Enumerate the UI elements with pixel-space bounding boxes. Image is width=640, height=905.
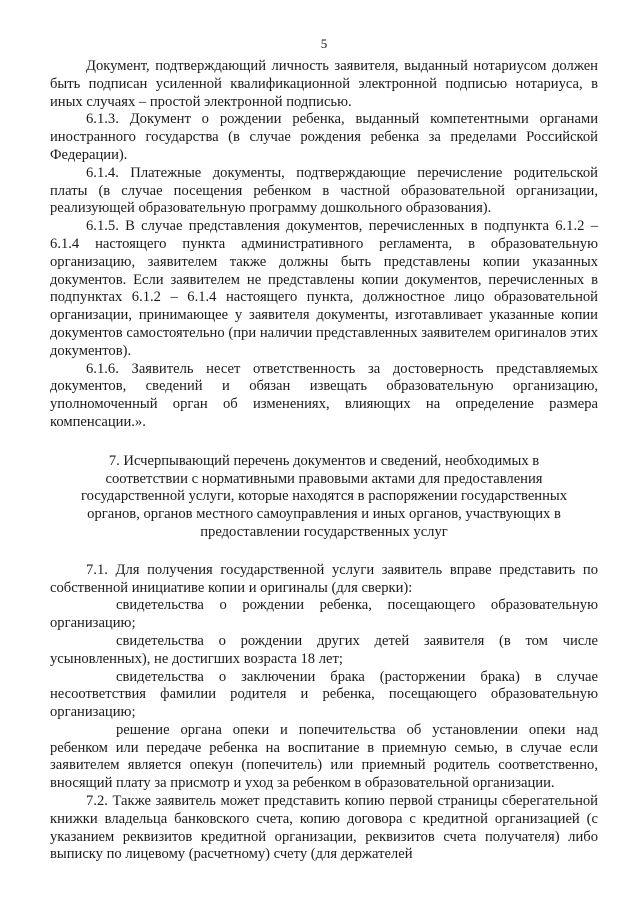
paragraph-6-1-6: 6.1.6. Заявитель несет ответственность за достоверность представляемых документов, сведений и обязан извещать образовательную организацию, уполномоченный орган об изменениях, влияющих на определение размера компенсации.».	[50, 360, 598, 430]
paragraph-6-1-5: 6.1.5. В случае представления документов, перечисленных в подпункта 6.1.2 – 6.1.4 настоящего пункта административного регламента, в образовательную организацию, заявителем также должны быть представлены копии указанных документов. Если заявителем не представлены копии документов, перечисленных в подпунктах 6.1.2 – 6.1.4 настоящего пункта, должностное лицо образовательной организации, принимающее у заявителя документы, изготавливает указанные копии документов самостоятельно (при наличии представленных заявителем оригиналов этих документов).	[50, 218, 598, 359]
list-item-marriage-certificate: свидетельства о заключении брака (расторжении брака) в случае несоответствия фамилии родителя и ребенка, посещающего образовательную организацию;	[50, 668, 598, 721]
page-number: 5	[320, 36, 328, 51]
list-item-guardianship-decision: решение органа опеки и попечительства об установлении опеки над ребенком или передаче ребенка на воспитание в приемную семью, в случае если заявителем является опекун (попечитель) или приемный родитель соответственно, вносящий плату за присмотр и уход за ребенком в образовательной организации.	[50, 721, 598, 792]
paragraph-6-1-3: 6.1.3. Документ о рождении ребенка, выданный компетентными органами иностранного государства (в случае рождения ребенка за пределами Российской Федерации).	[50, 111, 598, 163]
paragraph-6-1-4: 6.1.4. Платежные документы, подтверждающие перечисление родительской платы (в случае посещения ребенком в частной образовательной организации, реализующей образовательную программу дошкольного образования).	[50, 164, 598, 217]
section-heading-7: 7. Исчерпывающий перечень документов и сведений, необходимых в соответствии с нормативными правовыми актами для предоставления государственной услуги, которые находятся в распоряжении государственных органов, органов местного самоуправления и иных органов, участвующих в предоставлении государственных услуг	[80, 452, 568, 540]
paragraph-7-2: 7.2. Также заявитель может представить копию первой страницы сберегательной книжки владельца банковского счета, копию договора с кредитной организацией (с указанием реквизитов кредитной организации, реквизитов счета получателя) либо выписку по лицевому (расчетному) счету (для держателей	[50, 793, 598, 863]
list-item-other-children-certificates: свидетельства о рождении других детей заявителя (в том числе усыновленных), не достигших возраста 18 лет;	[50, 632, 598, 667]
paragraph-notary-signature: Документ, подтверждающий личность заявителя, выданный нотариусом должен быть подписан усиленной квалификационной электронной подписью нотариуса, в иных случаях – простой электронной подписью.	[50, 58, 598, 110]
paragraph-7-1: 7.1. Для получения государственной услуги заявитель вправе представить по собственной инициативе копии и оригиналы (для сверки):	[50, 561, 598, 596]
list-item-birth-certificate: свидетельства о рождении ребенка, посещающего образовательную организацию;	[50, 597, 598, 632]
